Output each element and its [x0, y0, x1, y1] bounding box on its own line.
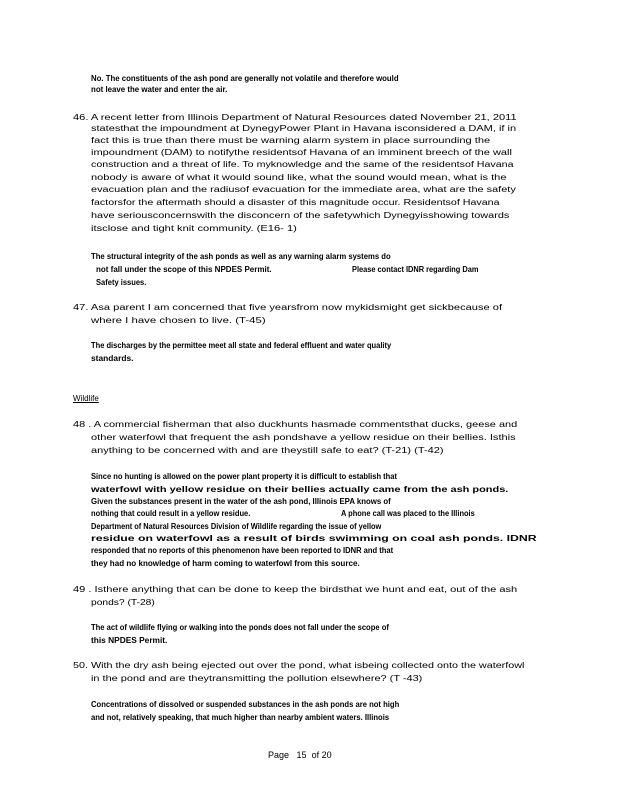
- comment-text: impoundment (DAM) to notifythe residentsof Havana of an imminent breech of the wall: [91, 148, 512, 157]
- response-text: they had no knowledge of harm coming to waterfowl from this source.: [91, 559, 360, 568]
- comment-text: where I have chosen to live. (T-45): [91, 316, 266, 325]
- response-text: and not, relatively speaking, that much higher than nearby ambient waters. Illinois: [91, 713, 390, 722]
- response-text: waterfowl with yellow residue on their bellies actually came from the ash ponds.: [91, 485, 509, 494]
- response-text: A phone call was placed to the Illinois: [341, 509, 475, 518]
- page-label: Page: [268, 750, 290, 760]
- response-text: Department of Natural Resources Division of Wildlife regarding the issue of yellow: [91, 522, 382, 531]
- response-text: The act of wildlife flying or walking into the ponds does not fall under the scope of: [91, 623, 389, 632]
- page-footer: [268, 750, 332, 760]
- response-text: this NPDES Permit.: [91, 636, 168, 645]
- response-text: standards.: [91, 354, 134, 363]
- page-number: 15: [296, 750, 307, 760]
- response-text: Since no hunting is allowed on the power plant property it is difficult to establish that: [91, 472, 398, 481]
- comment-text: ponds? (T-28): [91, 598, 155, 607]
- comment-text: fact this is true than there must be warning alarm system in place surrounding the: [91, 136, 491, 145]
- response-text: Safety issues.: [96, 278, 147, 287]
- response-text: Please contact IDNR regarding Dam: [352, 265, 479, 274]
- comment-text: other waterfowl that frequent the ash pondshave a yellow residue on their bellies. Isthis: [91, 433, 516, 442]
- comment-text: in the pond and are theytransmitting the pollution elsewhere? (T -43): [91, 674, 423, 683]
- response-text: The structural integrity of the ash ponds as well as any warning alarm systems do: [91, 252, 391, 261]
- comment-47: 47. Asa parent I am concerned that five yearsfrom now mykidsmight get sickbecause of: [73, 303, 503, 312]
- comment-text: itsclose and tight knit community. (E16- 1): [91, 224, 297, 233]
- response-text: Given the substances present in the water of the ash pond, Illinois EPA knows of: [91, 497, 391, 506]
- comment-text: nobody is aware of what it would sound like, what the sound would mean, what is the: [91, 173, 507, 182]
- response-text: Concentrations of dissolved or suspended substances in the ash ponds are not high: [91, 700, 400, 709]
- comment-49: 49 . Isthere anything that can be done to keep the birdsthat we hunt and eat, out of the ash: [73, 585, 518, 594]
- page-of-label: of: [311, 750, 320, 760]
- comment-50: 50. With the dry ash being ejected out over the pond, what isbeing collected onto the waterfowl: [73, 661, 525, 670]
- response-text: nothing that could result in a yellow residue.: [91, 509, 251, 518]
- comment-46: 46. A recent letter from Illinois Department of Natural Resources dated November 21, 2011: [73, 113, 517, 122]
- response-text: The discharges by the permittee meet all state and federal effluent and water quality: [91, 341, 392, 350]
- comment-text: evacuation plan and the radiusof evacuation for the immediate area, what are the safety: [91, 185, 516, 194]
- comment-text: anything to be concerned with and are theystill safe to eat? (T-21) (T-42): [91, 446, 444, 455]
- comment-text: statesthat the impoundment at DynegyPower Plant in Havana isconsidered a DAM, if in: [91, 124, 517, 133]
- response-text: not fall under the scope of this NPDES Permit.: [96, 265, 272, 274]
- comment-text: factorsfor the aftermath should a disaster of this magnitude occur. Residentsof Havana: [91, 198, 500, 207]
- response-text: No. The constituents of the ash pond are generally not volatile and therefore would: [91, 74, 399, 83]
- response-text: residue on waterfowl as a result of birds swimming on coal ash ponds. IDNR: [91, 534, 537, 543]
- comment-text: have seriousconcernswith the disconcern of the safetywhich Dynegyisshowing towards: [91, 211, 510, 220]
- response-text: not leave the water and enter the air.: [91, 85, 228, 94]
- comment-48: 48 . A commercial fisherman that also duckhunts hasmade commentsthat ducks, geese and: [73, 420, 518, 429]
- comment-text: construction and a threat of life. To myknowledge and the same of the residentsof Havana: [91, 160, 514, 169]
- response-text: responded that no reports of this phenomenon have been reported to IDNR and that: [91, 546, 394, 555]
- section-heading-wildlife: Wildlife: [73, 394, 99, 403]
- page-total: 20: [321, 750, 332, 760]
